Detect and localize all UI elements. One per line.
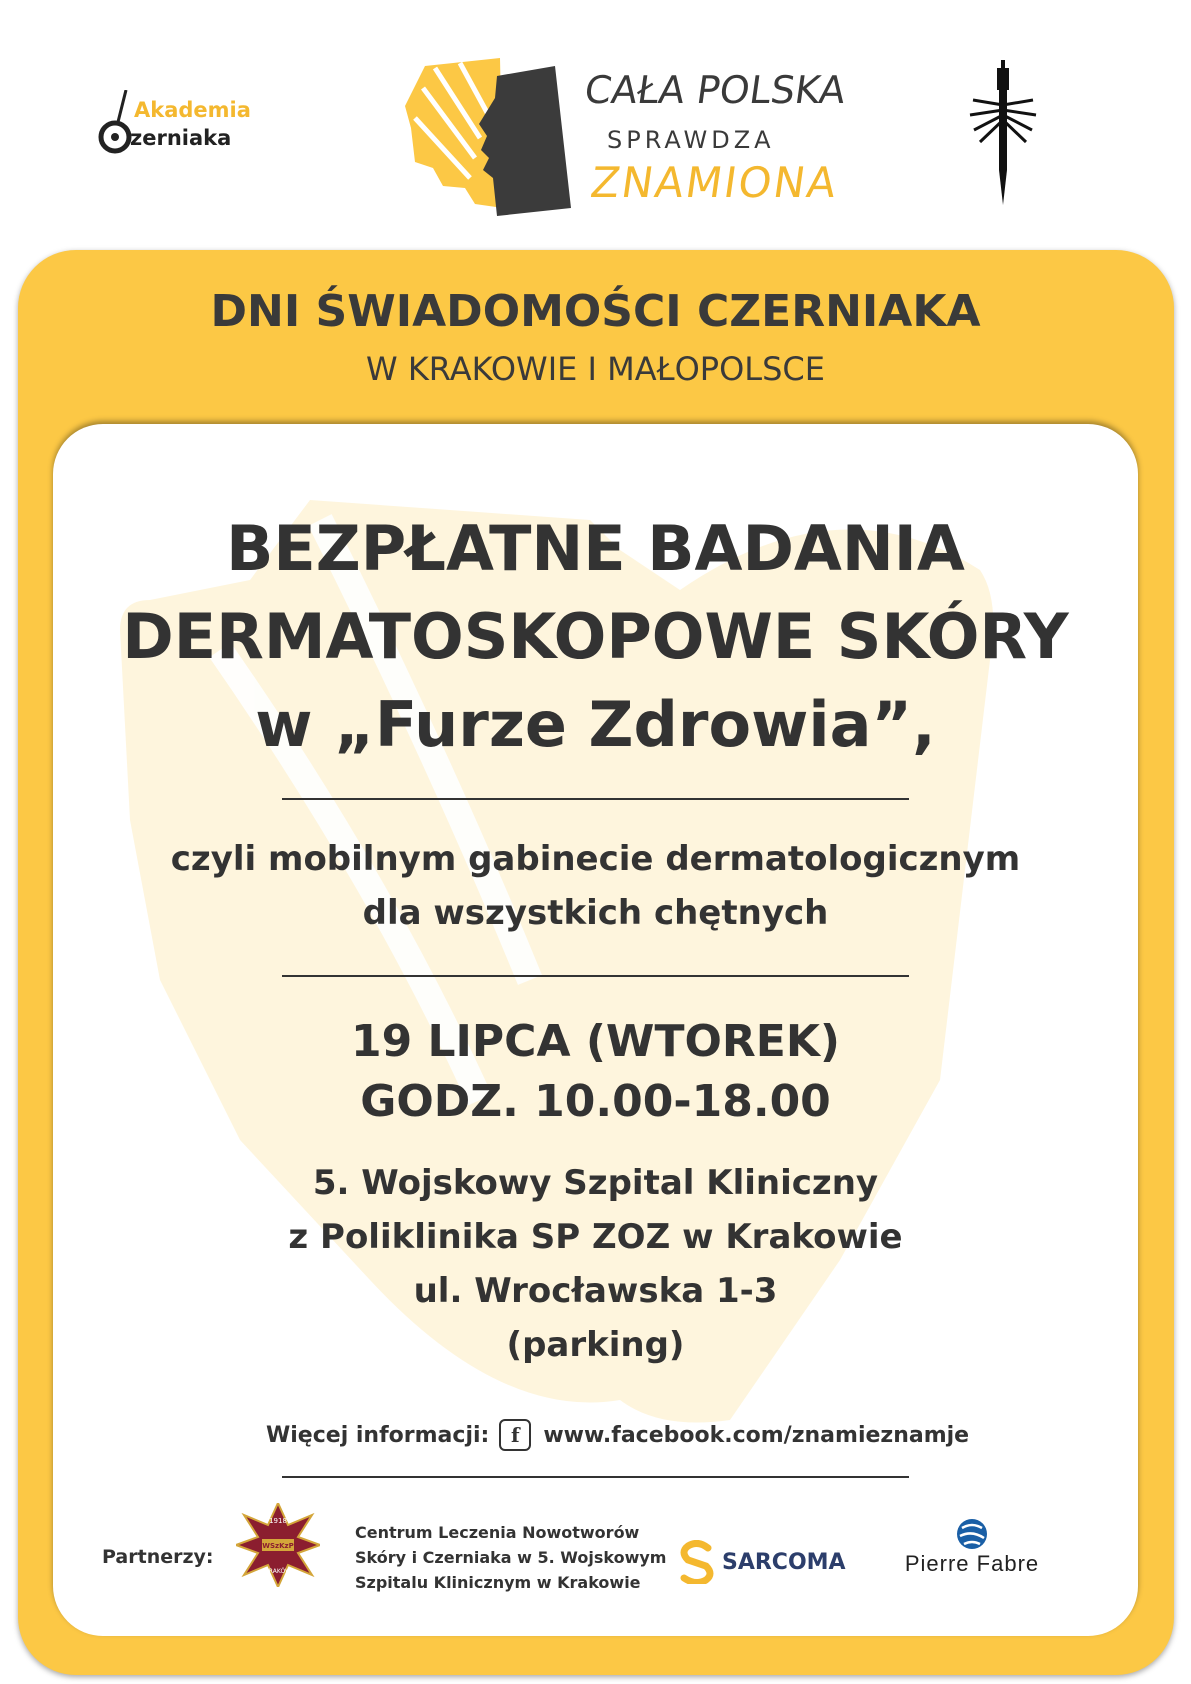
- facebook-icon[interactable]: f: [499, 1419, 531, 1451]
- description-line2: dla wszystkich chętnych: [362, 893, 829, 933]
- wszkzp-cross-logo: [236, 1503, 320, 1587]
- clinic-line2: Skóry i Czerniaka w 5. Wojskowym: [355, 1548, 667, 1567]
- cala-polska-sprawdza-znamiona-logo: [405, 58, 849, 218]
- address-line1: 5. Wojskowy Szpital Kliniczny: [312, 1163, 879, 1203]
- wszkzp-year: 1918: [269, 1517, 287, 1525]
- poland-face-icon: [405, 58, 575, 218]
- facebook-link[interactable]: www.facebook.com/znamieznamje: [543, 1422, 970, 1448]
- pierre-fabre-globe-icon: [882, 1518, 1062, 1552]
- main-title-line3: w „Furze Zdrowia”,: [255, 688, 936, 761]
- event-series-subtitle: W KRAKOWIE I MAŁOPOLSCE: [366, 350, 825, 388]
- description-line1: czyli mobilnym gabinecie dermatologicznym: [170, 839, 1021, 879]
- divider: [282, 1476, 909, 1478]
- event-date-time: [0, 1012, 1191, 1132]
- event-date: 19 LIPCA (WTOREK): [350, 1016, 841, 1067]
- campaign-logo-line1: CAŁA POLSKA: [581, 68, 849, 112]
- akademia-logo-text-bottom: zerniaka: [130, 126, 232, 150]
- event-address: [0, 1156, 1191, 1372]
- more-info-label: Więcej informacji:: [266, 1422, 490, 1448]
- sarcoma-text: SARCOMA: [722, 1549, 846, 1575]
- divider: [282, 798, 909, 800]
- partners-label: Partnerzy:: [102, 1546, 214, 1568]
- event-hours: GODZ. 10.00-18.00: [360, 1076, 831, 1127]
- address-line4: (parking): [506, 1325, 685, 1365]
- dagger-icon: [968, 60, 1038, 205]
- military-cross-icon: [236, 1503, 320, 1587]
- ptd-dagger-emblem-logo: [968, 60, 1038, 205]
- sarcoma-logo: [680, 1540, 846, 1584]
- divider: [282, 975, 909, 977]
- clinic-line1: Centrum Leczenia Nowotworów: [355, 1523, 640, 1542]
- sarcoma-s-icon: [680, 1540, 714, 1584]
- pierre-fabre-logo: [882, 1518, 1062, 1578]
- address-line3: ul. Wrocławska 1-3: [413, 1271, 778, 1311]
- akademia-czerniaka-logo: [96, 90, 286, 170]
- more-info-row: [266, 1418, 969, 1452]
- wszkzp-text: WSzKzP: [262, 1542, 294, 1550]
- main-title-line2: DERMATOSKOPOWE SKÓRY: [122, 600, 1069, 673]
- main-title-line1: BEZPŁATNE BADANIA: [226, 512, 965, 585]
- pierre-fabre-text: Pierre Fabre: [904, 1551, 1040, 1576]
- campaign-logo-line3: ZNAMIONA: [587, 158, 842, 207]
- partner-clinic-name: [355, 1520, 666, 1595]
- description: [0, 832, 1191, 940]
- campaign-logo-line2: SPRAWDZA: [607, 126, 775, 154]
- event-series-title: DNI ŚWIADOMOŚCI CZERNIAKA: [210, 286, 981, 337]
- clinic-line3: Szpitalu Klinicznym w Krakowie: [355, 1573, 641, 1592]
- main-title: [0, 505, 1191, 769]
- address-line2: z Poliklinika SP ZOZ w Krakowie: [288, 1217, 903, 1257]
- wszkzp-city: KRAKÓW: [264, 1568, 292, 1575]
- akademia-logo-text-top: Akademia: [134, 98, 251, 122]
